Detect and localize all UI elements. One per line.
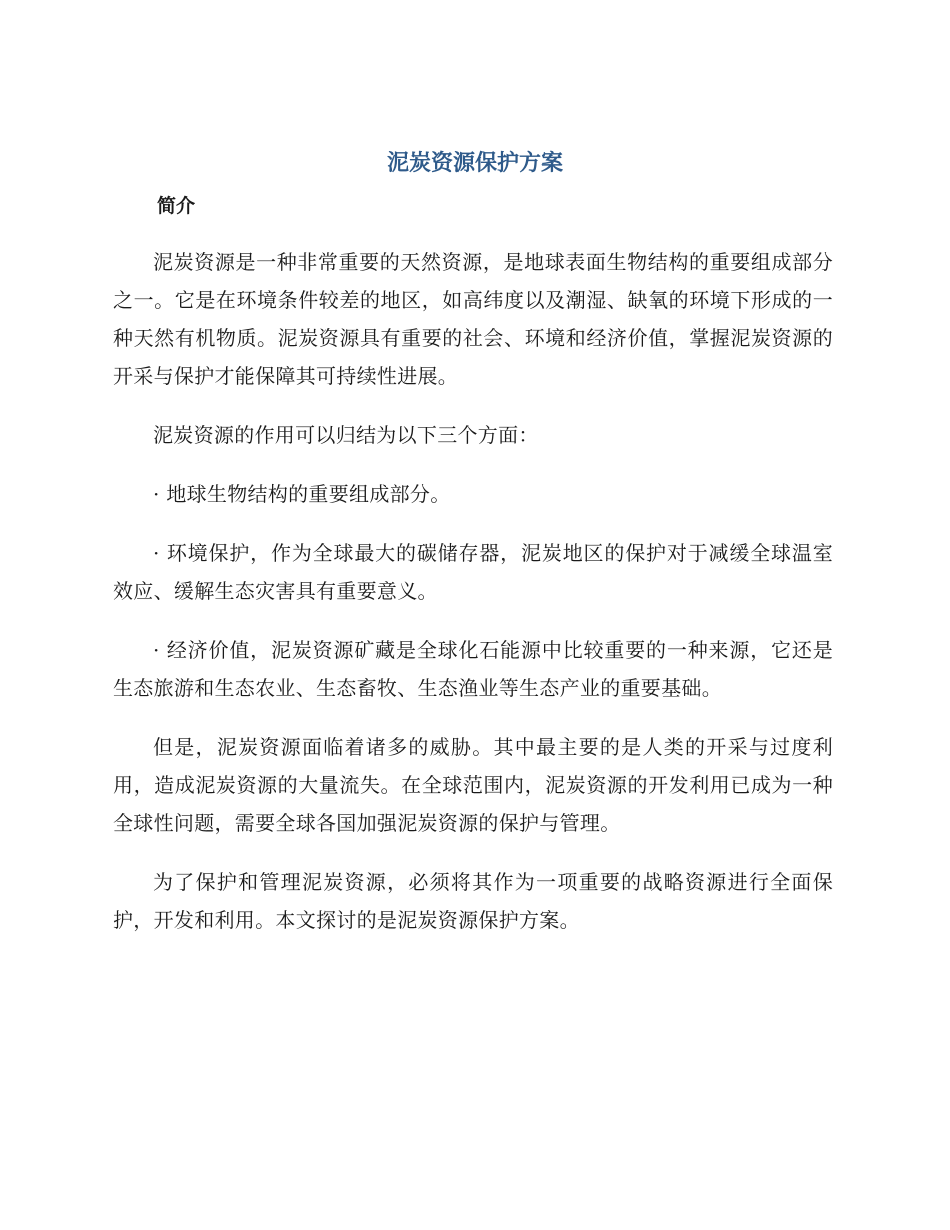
section-heading-intro: 简介 <box>157 195 196 217</box>
page-title: 泥炭资源保护方案 <box>386 151 563 176</box>
paragraph-intro: 泥炭资源是一种非常重要的天然资源，是地球表面生物结构的重要组成部分之一。它是在环境条件较差的地区，如高纬度以及潮湿、缺氧的环境下形成的一种天然有机物质。泥炭资源具有重要的社会、环境和经济价值，掌握泥炭资源的开采与保护才能保障其可持续性进展。 <box>113 250 833 388</box>
paragraph-conclusion: 为了保护和管理泥炭资源，必须将其作为一项重要的战略资源进行全面保护，开发和利用。本文探讨的是泥炭资源保护方案。 <box>113 870 833 932</box>
document-body <box>113 243 833 960</box>
paragraph-roles-lead: 泥炭资源的作用可以归结为以下三个方面： <box>153 423 539 447</box>
bullet-item-economy: · 经济价值，泥炭资源矿藏是全球化石能源中比较重要的一种来源，它还是生态旅游和生态农业、生态畜牧、生态渔业等生态产业的重要基础。 <box>113 638 833 700</box>
bullet-item-biology: · 地球生物结构的重要组成部分。 <box>153 482 451 506</box>
bullet-item-environment: · 环境保护，作为全球最大的碳储存器，泥炭地区的保护对于减缓全球温室效应、缓解生态灾害具有重要意义。 <box>113 541 833 603</box>
paragraph-threats: 但是，泥炭资源面临着诸多的威胁。其中最主要的是人类的开采与过度利用，造成泥炭资源的大量流失。在全球范围内，泥炭资源的开发利用已成为一种全球性问题，需要全球各国加强泥炭资源的保护与管理。 <box>113 735 833 835</box>
